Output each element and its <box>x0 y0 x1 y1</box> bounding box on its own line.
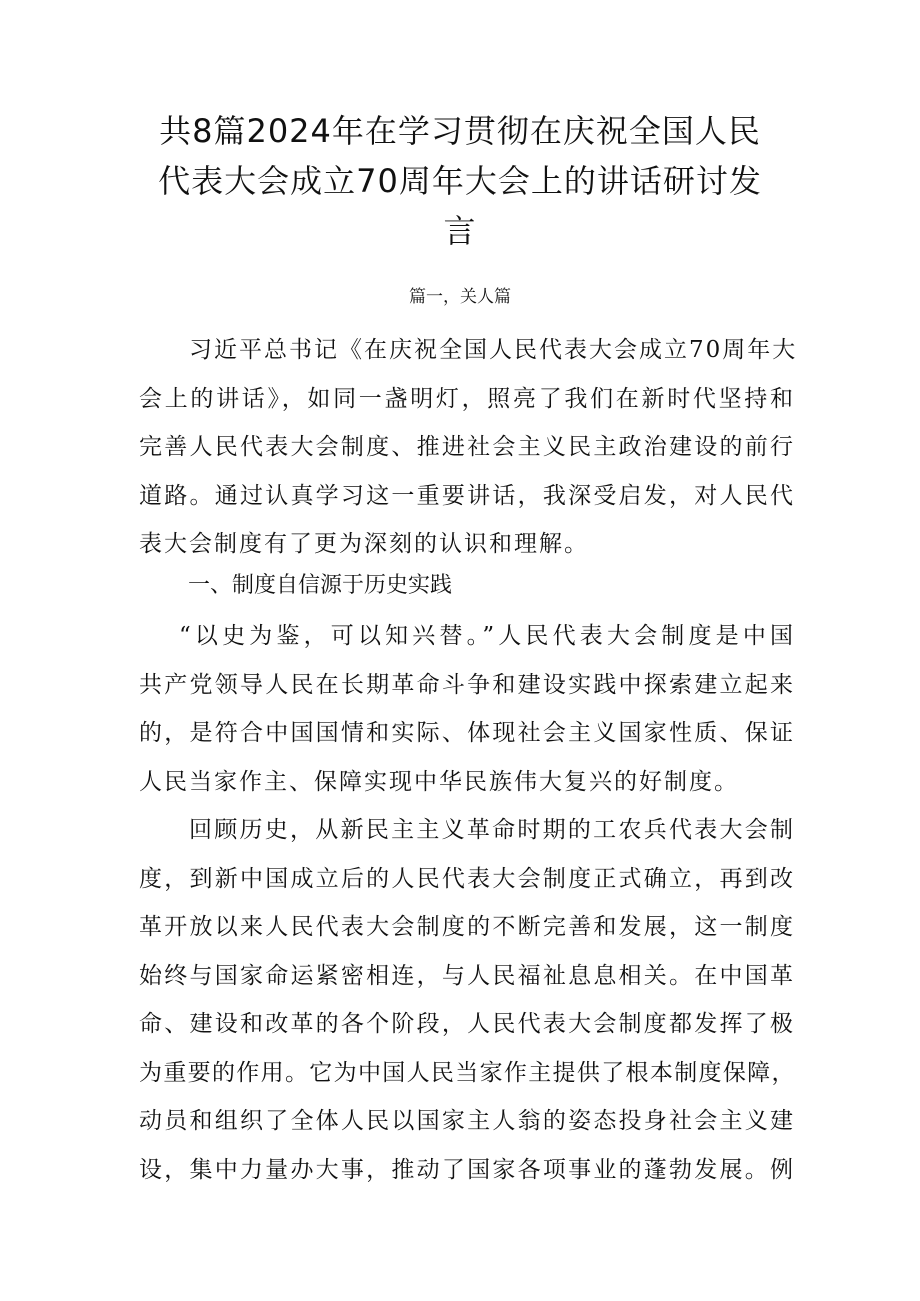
paragraph-3 <box>139 806 795 1194</box>
paragraph-1-line-1: 习近平总书记《在庆祝全国人民代表大会成立70周年大 <box>189 337 798 363</box>
paragraph-2-line-2: 共产党领导人民在长期革命斗争和建设实践中探索建立起来 <box>139 671 795 698</box>
paragraph-3-line-6: 为重要的作用。它为中国人民当家作主提供了根本制度保障， <box>139 1059 795 1086</box>
paragraph-2-line-3: 的，是符合中国国情和实际、体现社会主义国家性质、保证 <box>139 720 795 746</box>
paragraph-2 <box>139 612 795 806</box>
paragraph-3-line-7: 动员和组织了全体人民以国家主人翁的姿态投身社会主义建 <box>139 1108 795 1134</box>
paragraph-3-line-2: 度，到新中国成立后的人民代表大会制度正式确立，再到改 <box>139 865 795 892</box>
title-line-1: 共8篇2024年在学习贯彻在庆祝全国人民 <box>159 112 761 150</box>
paragraph-3-line-8: 设，集中力量办大事，推动了国家各项事业的蓬勃发展。例 <box>139 1156 795 1183</box>
paragraph-3-line-4: 始终与国家命运紧密相连，与人民福祉息息相关。在中国革 <box>139 962 795 989</box>
document-subtitle: 篇一，关人篇 <box>409 287 511 307</box>
paragraph-3-line-5: 命、建设和改革的各个阶段，人民代表大会制度都发挥了极 <box>139 1011 795 1037</box>
section-heading-1: 一、制度自信源于历史实践 <box>188 573 453 598</box>
paragraph-1-line-4: 道路。通过认真学习这一重要讲话，我深受启发，对人民代 <box>139 482 795 509</box>
paragraph-3-line-1: 回顾历史，从新民主主义革命时期的工农兵代表大会制 <box>189 817 795 843</box>
paragraph-3-line-3: 革开放以来人民代表大会制度的不断完善和发展，这一制度 <box>139 914 795 940</box>
paragraph-1-line-3: 完善人民代表大会制度、推进社会主义民主政治建设的前行 <box>139 434 795 460</box>
title-line-2: 代表大会成立70周年大会上的讲话研讨发 <box>158 162 762 200</box>
paragraph-1-line-5: 表大会制度有了更为深刻的认识和理解。 <box>139 531 589 557</box>
paragraph-1 <box>139 326 798 569</box>
paragraph-2-line-1: “以史为鉴，可以知兴替。”人民代表大会制度是中国 <box>179 623 795 649</box>
paragraph-2-line-4: 人民当家作主、保障实现中华民族伟大复兴的好制度。 <box>139 768 739 795</box>
title-line-3: 言 <box>443 212 477 250</box>
paragraph-1-line-2: 会上的讲话》，如同一盏明灯，照亮了我们在新时代坚持和 <box>139 385 795 412</box>
document-title <box>130 106 790 256</box>
